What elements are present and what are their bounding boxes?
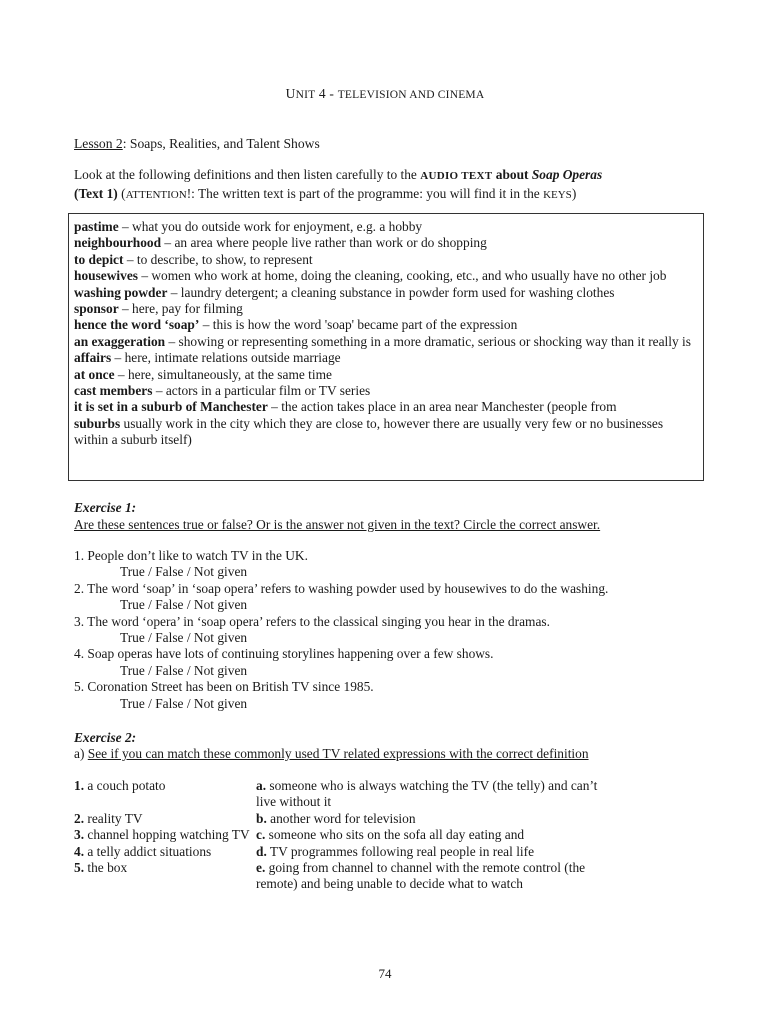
- glossary-entry: washing powder – laundry detergent; a cleaning substance in powder form used for washing clothes: [74, 284, 615, 300]
- glossary-entry: pastime – what you do outside work for enjoyment, e.g. a hobby: [74, 219, 423, 234]
- answer-options[interactable]: True / False / Not given: [120, 597, 248, 613]
- exercise1-heading: Exercise 1:: [74, 500, 137, 515]
- matching-row: 5. the box e. going from channel to channel with the remote control (the remote) and being unable to decide what to watch: [74, 860, 586, 892]
- exercise1-questions: [74, 548, 714, 712]
- matching-row: 2. reality TV b. another word for television: [74, 810, 416, 826]
- question-text: 4. Soap operas have lots of continuing storylines happening over a few shows.: [74, 646, 494, 662]
- exercise2-heading: Exercise 2:: [74, 730, 137, 745]
- glossary-box: [68, 213, 704, 481]
- answer-options[interactable]: True / False / Not given: [120, 662, 248, 678]
- glossary-entry: housewives – women who work at home, doing the cleaning, cooking, etc., and who usually have no other job: [74, 268, 667, 284]
- question-text: 2. The word ‘soap’ in ‘soap opera’ refers to washing powder used by housewives to do the washing.: [74, 580, 609, 596]
- exercise1-instruction: Are these sentences true or false? Or is the answer not given in the text? Circle the correct answer.: [74, 517, 601, 532]
- unit-heading: UNIT 4 - TELEVISION AND CINEMA: [285, 86, 485, 101]
- glossary-entry: sponsor – here, pay for filming: [74, 301, 243, 317]
- lesson-heading: Lesson 2: Soaps, Realities, and Talent Shows: [74, 136, 320, 151]
- matching-table: [74, 778, 694, 893]
- glossary-entry: it is set in a suburb of Manchester – the action takes place in an area near Manchester (people from suburbs usually work in the city which they are close to, however there are usually very few or no businesses within a suburb itself): [74, 399, 664, 448]
- intro-paragraph: Look at the following definitions and then listen carefully to the AUDIO TEXT about Soap Operas (Text 1) (ATTENTION!: The written text is part of the programme: you will find it in the KEYS): [74, 167, 603, 201]
- question-text: 3. The word ‘opera’ in ‘soap opera’ refers to the classical singing you hear in the dramas.: [74, 613, 550, 629]
- glossary-entry: cast members – actors in a particular film or TV series: [74, 383, 371, 399]
- answer-options[interactable]: True / False / Not given: [120, 630, 248, 646]
- glossary-entry: neighbourhood – an area where people live rather than work or do shopping: [74, 235, 487, 251]
- question-text: 5. Coronation Street has been on British TV since 1985.: [74, 679, 374, 695]
- answer-options[interactable]: True / False / Not given: [120, 695, 248, 711]
- matching-row: 3. channel hopping watching TV c. someone who sits on the sofa all day eating and: [74, 827, 525, 843]
- glossary-entry: to depict – to describe, to show, to represent: [74, 251, 313, 267]
- glossary-entry: at once – here, simultaneously, at the same time: [74, 366, 332, 382]
- answer-options[interactable]: True / False / Not given: [120, 564, 248, 580]
- exercise2-instruction: a) See if you can match these commonly used TV related expressions with the correct definition: [74, 746, 589, 761]
- matching-row: 1. a couch potato a. someone who is always watching the TV (the telly) and can’t live without it: [74, 778, 598, 810]
- page-number: 74: [378, 966, 392, 981]
- question-text: 1. People don’t like to watch TV in the UK.: [74, 548, 308, 563]
- glossary-entry: an exaggeration – showing or representing something in a more dramatic, serious or shocking way than it really is: [74, 333, 691, 349]
- glossary-entry: affairs – here, intimate relations outside marriage: [74, 350, 341, 366]
- matching-row: 4. a telly addict situations d. TV programmes following real people in real life: [74, 843, 535, 859]
- glossary-entry: hence the word ‘soap’ – this is how the word 'soap' became part of the expression: [74, 317, 518, 333]
